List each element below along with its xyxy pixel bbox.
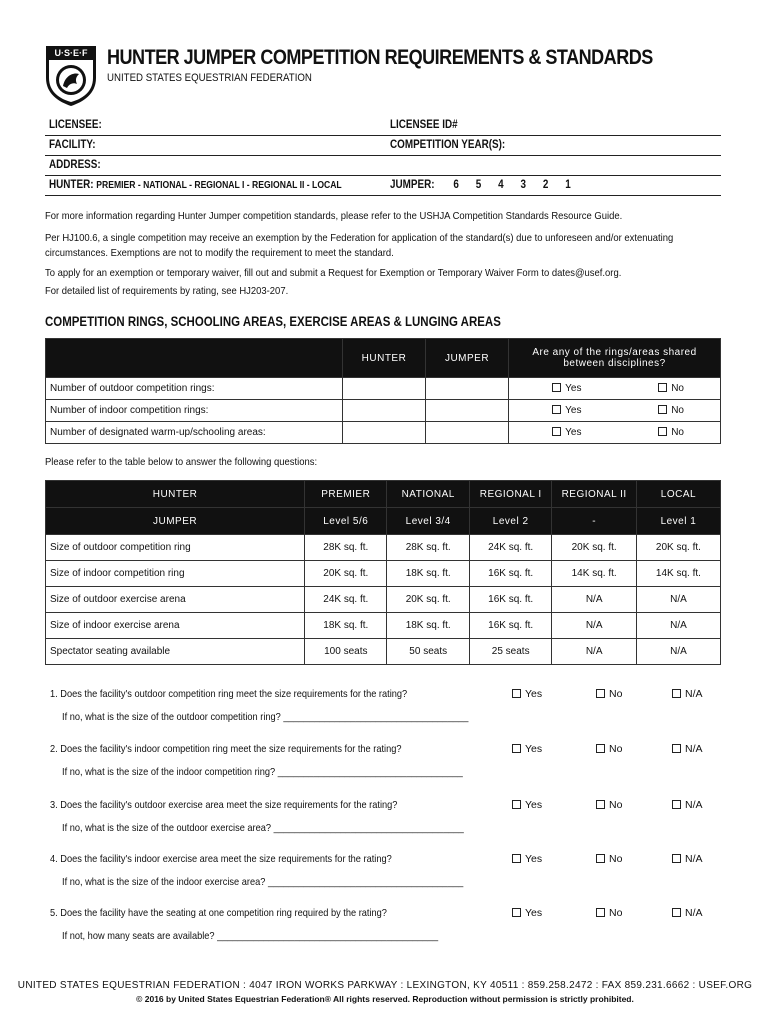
yes-checkbox[interactable]: Yes xyxy=(512,743,542,755)
intro-paragraph-3: To apply for an exemption or temporary waiver, fill out and submit a Request for Exemption or Temporary Waiver Form to dates@usef.org. xyxy=(45,267,622,279)
jumper-level-3[interactable]: 3 xyxy=(520,179,527,191)
table-cell: 16K sq. ft. xyxy=(469,587,551,613)
header-cell: LOCAL xyxy=(636,481,720,508)
hunter-count-input[interactable] xyxy=(343,378,426,400)
table-row xyxy=(46,535,721,561)
follow-up-field[interactable]: If no, what is the size of the indoor exercise area? ______________________________________ xyxy=(62,876,464,888)
jumper-level-1[interactable]: 1 xyxy=(565,179,571,191)
na-checkbox[interactable]: N/A xyxy=(672,907,703,919)
page-title: HUNTER JUMPER COMPETITION REQUIREMENTS & STANDARDS xyxy=(107,46,653,69)
table-cell: 20K sq. ft. xyxy=(305,561,387,587)
table-cell: Size of indoor exercise arena xyxy=(46,613,305,639)
header-shared: Are any of the rings/areas shared between disciplines? xyxy=(509,339,721,378)
competition-years-field[interactable]: COMPETITION YEAR(S): xyxy=(390,139,506,151)
jumper-level-4[interactable]: 4 xyxy=(498,179,504,191)
hunter-rating-options[interactable]: PREMIER - NATIONAL - REGIONAL I - REGIONAL II - LOCAL xyxy=(96,180,342,191)
jumper-rating-label: JUMPER: xyxy=(390,179,435,191)
address-row xyxy=(45,155,721,176)
jumper-level-6[interactable]: 6 xyxy=(453,179,459,191)
jumper-level-2[interactable]: 2 xyxy=(542,179,549,191)
jumper-level-5[interactable]: 5 xyxy=(475,179,482,191)
header-cell: REGIONAL I xyxy=(469,481,551,508)
table-cell: N/A xyxy=(636,587,720,613)
intro-paragraph-1: For more information regarding Hunter Jumper competition standards, please refer to the USHJA Competition Standards Resource Guide. xyxy=(45,210,623,222)
address-field[interactable]: ADDRESS: xyxy=(49,159,101,171)
yes-checkbox[interactable]: Yes xyxy=(512,688,542,700)
table-row xyxy=(46,613,721,639)
yes-checkbox[interactable]: Yes xyxy=(512,907,542,919)
na-checkbox[interactable]: N/A xyxy=(672,688,703,700)
header-cell: Level 3/4 xyxy=(387,508,469,535)
yes-checkbox[interactable]: Yes xyxy=(509,400,618,422)
hunter-count-input[interactable] xyxy=(343,400,426,422)
header-cell: Level 2 xyxy=(469,508,551,535)
no-checkbox[interactable]: No xyxy=(596,688,622,700)
no-checkbox[interactable]: No xyxy=(596,743,622,755)
licensee-field[interactable]: LICENSEE: xyxy=(49,119,102,131)
header-cell: JUMPER xyxy=(46,508,305,535)
table-cell: 20K sq. ft. xyxy=(636,535,720,561)
yes-checkbox[interactable]: Yes xyxy=(512,799,542,811)
row-label: Number of indoor competition rings: xyxy=(46,400,343,422)
table-cell: 20K sq. ft. xyxy=(387,587,469,613)
header-blank xyxy=(46,339,343,378)
licensee-id-field[interactable]: LICENSEE ID# xyxy=(390,119,458,131)
footer-address: UNITED STATES EQUESTRIAN FEDERATION : 4047 IRON WORKS PARKWAY : LEXINGTON, KY 40511 : 859.258.2472 : FAX 859.231.6662 : USEF.ORG xyxy=(17,980,753,991)
row-label: Number of designated warm-up/schooling areas: xyxy=(46,422,343,444)
table-cell: N/A xyxy=(552,587,636,613)
follow-up-field[interactable]: If no, what is the size of the outdoor competition ring? ____________________________________ xyxy=(62,711,469,723)
table-cell: Size of outdoor competition ring xyxy=(46,535,305,561)
header-jumper: JUMPER xyxy=(426,339,509,378)
no-checkbox[interactable]: No xyxy=(617,400,720,422)
page-footer xyxy=(0,980,770,1004)
table-cell: Size of outdoor exercise arena xyxy=(46,587,305,613)
table-cell: N/A xyxy=(552,613,636,639)
header-cell: REGIONAL II xyxy=(552,481,636,508)
table-cell: N/A xyxy=(636,639,720,665)
svg-text:U·S·E·F: U·S·E·F xyxy=(54,48,88,58)
follow-up-field[interactable]: If no, what is the size of the outdoor exercise area? _____________________________________ xyxy=(62,822,464,834)
table-cell: N/A xyxy=(552,639,636,665)
no-checkbox[interactable]: No xyxy=(596,799,622,811)
table-cell: 24K sq. ft. xyxy=(469,535,551,561)
hunter-rating-label: HUNTER: PREMIER - NATIONAL - REGIONAL I - REGIONAL II - LOCAL xyxy=(49,179,342,191)
table-row xyxy=(46,639,721,665)
follow-up-field[interactable]: If no, what is the size of the indoor competition ring? ____________________________________ xyxy=(62,766,463,778)
table-note: Please refer to the table below to answer the following questions: xyxy=(45,456,318,468)
table-cell: 14K sq. ft. xyxy=(636,561,720,587)
yes-checkbox[interactable]: Yes xyxy=(512,853,542,865)
header-cell: - xyxy=(552,508,636,535)
na-checkbox[interactable]: N/A xyxy=(672,853,703,865)
table-cell: 24K sq. ft. xyxy=(305,587,387,613)
header-cell: Level 5/6 xyxy=(305,508,387,535)
no-checkbox[interactable]: No xyxy=(617,378,720,400)
facility-field[interactable]: FACILITY: xyxy=(49,139,96,151)
header-cell: Level 1 xyxy=(636,508,720,535)
table-cell: 16K sq. ft. xyxy=(469,613,551,639)
no-checkbox[interactable]: No xyxy=(596,853,622,865)
table-cell: Spectator seating available xyxy=(46,639,305,665)
jumper-levels[interactable] xyxy=(445,179,579,191)
table-row xyxy=(46,561,721,587)
question-text: 2. Does the facility's indoor competition ring meet the size requirements for the rating? xyxy=(50,743,402,755)
table-cell: 20K sq. ft. xyxy=(552,535,636,561)
yes-checkbox[interactable]: Yes xyxy=(509,422,618,444)
row-label: Number of outdoor competition rings: xyxy=(46,378,343,400)
intro-paragraph-4: For detailed list of requirements by rating, see HJ203-207. xyxy=(45,285,289,297)
org-name: UNITED STATES EQUESTRIAN FEDERATION xyxy=(107,72,312,84)
rings-table xyxy=(45,338,721,444)
table-cell: 50 seats xyxy=(387,639,469,665)
na-checkbox[interactable]: N/A xyxy=(672,743,703,755)
header-cell: HUNTER xyxy=(46,481,305,508)
table-cell: 18K sq. ft. xyxy=(387,613,469,639)
table-row xyxy=(46,422,721,444)
hunter-header-row xyxy=(46,481,721,508)
yes-checkbox[interactable]: Yes xyxy=(509,378,618,400)
table-cell: 18K sq. ft. xyxy=(387,561,469,587)
table-cell: 28K sq. ft. xyxy=(387,535,469,561)
facility-row xyxy=(45,135,721,156)
table-cell: Size of indoor competition ring xyxy=(46,561,305,587)
table-cell: 25 seats xyxy=(469,639,551,665)
table-cell: N/A xyxy=(636,613,720,639)
table-row xyxy=(46,378,721,400)
table-row xyxy=(46,400,721,422)
no-checkbox[interactable]: No xyxy=(617,422,720,444)
header-cell: PREMIER xyxy=(305,481,387,508)
table-cell: 14K sq. ft. xyxy=(552,561,636,587)
header-cell: NATIONAL xyxy=(387,481,469,508)
usef-logo xyxy=(43,44,99,108)
licensee-row xyxy=(45,115,721,136)
question-text: 3. Does the facility's outdoor exercise area meet the size requirements for the rating? xyxy=(50,799,398,811)
standards-table xyxy=(45,480,721,665)
rings-table-header xyxy=(46,339,721,378)
question-text: 1. Does the facility's outdoor competition ring meet the size requirements for the rating? xyxy=(50,688,408,700)
follow-up-field[interactable]: If not, how many seats are available? ___________________________________________ xyxy=(62,930,439,942)
jumper-count-input[interactable] xyxy=(426,422,509,444)
page-header xyxy=(43,44,743,108)
table-cell: 16K sq. ft. xyxy=(469,561,551,587)
footer-copyright: © 2016 by United States Equestrian Federation® All rights reserved. Reproduction without permission is strictly prohibited. xyxy=(136,994,634,1004)
table-cell: 18K sq. ft. xyxy=(305,613,387,639)
jumper-header-row xyxy=(46,508,721,535)
table-cell: 100 seats xyxy=(305,639,387,665)
jumper-count-input[interactable] xyxy=(426,378,509,400)
na-checkbox[interactable]: N/A xyxy=(672,799,703,811)
intro-paragraph-2: Per HJ100.6, a single competition may receive an exemption by the Federation for application of the standard(s) due to unforeseen and/or extenuating circumstances. Exemptions are not to modify the requirement to meet the standard. xyxy=(45,232,674,259)
jumper-count-input[interactable] xyxy=(426,400,509,422)
table-row xyxy=(46,587,721,613)
no-checkbox[interactable]: No xyxy=(596,907,622,919)
section-title: COMPETITION RINGS, SCHOOLING AREAS, EXERCISE AREAS & LUNGING AREAS xyxy=(45,314,501,329)
header-hunter: HUNTER xyxy=(343,339,426,378)
rating-row xyxy=(45,175,721,196)
question-text: 5. Does the facility have the seating at one competition ring required by the rating? xyxy=(50,907,387,919)
table-cell: 28K sq. ft. xyxy=(305,535,387,561)
question-text: 4. Does the facility's indoor exercise area meet the size requirements for the rating? xyxy=(50,853,392,865)
hunter-count-input[interactable] xyxy=(343,422,426,444)
